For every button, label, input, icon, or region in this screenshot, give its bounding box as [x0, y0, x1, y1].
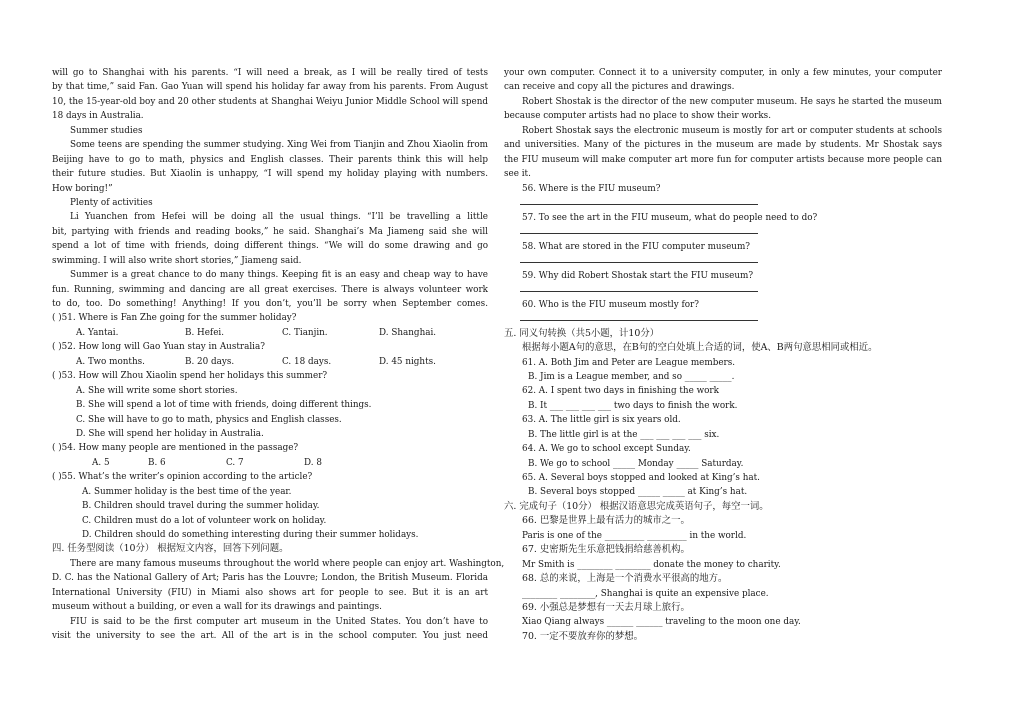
- text-line: International University (FIU) in Miami also shows art for people to see. But it is an art: [52, 587, 488, 598]
- text-line: museum without a building, or even a wall for its drawings and paintings.: [52, 602, 382, 613]
- section-heading: 四. 任务型阅读（10分） 根据短文内容，回答下列问题。: [52, 543, 289, 555]
- section-heading: 五. 同义句转换（共5小题，计10分）: [504, 327, 660, 339]
- option: A. Two months.: [76, 356, 145, 367]
- question-62-a: 62. A. I spent two days in finishing the work: [522, 386, 719, 397]
- option: C. 7: [226, 457, 244, 468]
- question-52: ( )52. How long will Gao Yuan stay in Australia?: [52, 342, 265, 353]
- answer-line: [504, 283, 942, 298]
- question-67-prompt: 67. 史密斯先生乐意把钱捐给慈善机构。: [522, 544, 690, 556]
- question-70-prompt: 70. 一定不要放弃你的梦想。: [522, 630, 644, 642]
- option: C. Children must do a lot of volunteer work on holiday.: [82, 515, 327, 526]
- section-heading: 六. 完成句子（10分） 根据汉语意思完成英语句子，每空一词。: [504, 500, 769, 512]
- text-line: How boring!”: [52, 183, 113, 194]
- text-line: swimming. I will also write short stories,” Jiameng said.: [52, 255, 302, 266]
- text-line: spend a lot of time with friends, doing different things. “We will do some drawing and go: [52, 241, 488, 252]
- question-67-sentence: Mr Smith is ________ ________ donate the money to charity.: [522, 559, 781, 570]
- question-57: 57. To see the art in the FIU museum, what do people need to do?: [522, 212, 818, 223]
- text-line: There are many famous museums throughout the world where people can enjoy art. Washington,: [70, 558, 505, 569]
- text-line: your own computer. Connect it to a university computer, in only a few minutes, your computer: [504, 68, 942, 78]
- option: D. She will spend her holiday in Australia.: [76, 428, 264, 439]
- question-58: 58. What are stored in the FIU computer museum?: [522, 241, 751, 252]
- text-line: Li Yuanchen from Hefei will be doing all the usual things. “I’ll be travelling a little: [70, 212, 488, 223]
- question-60: 60. Who is the FIU museum mostly for?: [522, 299, 699, 310]
- option: A. 5: [92, 457, 110, 468]
- option: B. Children should travel during the summer holiday.: [82, 501, 320, 512]
- option: B. Hefei.: [185, 327, 225, 338]
- option: C. Tianjin.: [282, 327, 328, 338]
- question-68-prompt: 68. 总的来说，上海是一个消费水平很高的地方。: [522, 573, 728, 585]
- option: C. 18 days.: [282, 356, 332, 367]
- question-69-sentence: Xiao Qiang always ______ ______ traveling to the moon one day.: [522, 617, 801, 628]
- option: A. Yantai.: [76, 327, 119, 338]
- text-line: because computer artists had no place to show their works.: [504, 111, 771, 122]
- question-68-sentence: ________ ________, Shanghai is quite an expensive place.: [522, 588, 769, 599]
- text-line: Robert Shostak says the electronic museum is mostly for art or computer students at schools: [522, 125, 942, 136]
- text-line: can receive and copy all the pictures and drawings.: [504, 82, 735, 93]
- question-66-prompt: 66. 巴黎是世界上最有活力的城市之一。: [522, 515, 690, 527]
- question-64-b: B. We go to school _____ Monday _____ Saturday.: [528, 458, 744, 469]
- option: C. She will have to go to math, physics and English classes.: [76, 414, 342, 425]
- text-line: the FIU museum will make computer art more fun for computer artists because more people can: [504, 154, 942, 165]
- question-56: 56. Where is the FIU museum?: [522, 183, 661, 194]
- text-line: FIU is said to be the first computer art museum in the United States. You don’t have to: [70, 616, 488, 627]
- section-subheading: Plenty of activities: [70, 197, 153, 208]
- option: D. Children should do something interesting during their summer holidays.: [82, 530, 419, 540]
- text-line: see it.: [504, 169, 531, 180]
- text-line: Some teens are spending the summer studying. Xing Wei from Tianjin and Zhou Xiaolin from: [70, 140, 488, 151]
- text-line: fun. Running, swimming and dancing are all great exercises. There is always volunteer work: [52, 284, 488, 295]
- text-line: 10, the 15-year-old boy and 20 other students at Shanghai Weiyu Junior Middle School will spend: [52, 96, 488, 107]
- text-line: visit the university to see the art. All of the art is in the school computer. You just need: [52, 631, 488, 642]
- question-52-options: [52, 355, 488, 369]
- question-69-prompt: 69. 小强总是梦想有一天去月球上旅行。: [522, 601, 690, 613]
- question-65-b: B. Several boys stopped _____ _____ at King’s hat.: [528, 487, 748, 498]
- option: B. 20 days.: [185, 356, 235, 367]
- text-line: and universities. Many of the pictures in the museum are made by students. Mr Shostak says: [504, 140, 942, 151]
- question-62-b: B. It ___ ___ ___ ___ two days to finish the work.: [528, 400, 738, 411]
- text-line: their future studies. But Xiaolin is unhappy, “I will spend my holiday playing with numbers.: [52, 169, 488, 180]
- question-59: 59. Why did Robert Shostak start the FIU museum?: [522, 270, 754, 281]
- question-53: ( )53. How will Zhou Xiaolin spend her holidays this summer?: [52, 371, 328, 382]
- section-subheading: Summer studies: [70, 125, 143, 136]
- text-line: will go to Shanghai with his parents. “I will need a break, as I will be really tired of tests: [52, 68, 488, 78]
- answer-line: [504, 312, 942, 327]
- answer-line: [504, 196, 942, 211]
- question-61-b: B. Jim is a League member, and so _____ _____.: [528, 371, 735, 382]
- question-66-sentence: Paris is one of the _________ _________ in the world.: [522, 530, 747, 541]
- text-line: Beijing have to go to math, physics and English classes. Their parents think this will help: [52, 154, 488, 165]
- question-64-a: 64. A. We go to school except Sunday.: [522, 444, 691, 455]
- option: A. Summer holiday is the best time of the year.: [82, 486, 292, 497]
- option: A. She will write some short stories.: [76, 385, 238, 396]
- question-54: ( )54. How many people are mentioned in the passage?: [52, 443, 299, 454]
- question-54-options: [52, 456, 488, 470]
- text-line: D. C. has the National Gallery of Art; Paris has the Louvre; London, the British Museum. Florida: [52, 573, 488, 584]
- text-line: 18 days in Australia.: [52, 111, 144, 122]
- text-line: Robert Shostak is the director of the new computer museum. He says he started the museum: [522, 96, 942, 107]
- option: D. Shanghai.: [379, 327, 437, 338]
- answer-line: [504, 254, 942, 269]
- question-51-options: [52, 326, 488, 340]
- text-line: by that time,” said Fan. Gao Yuan will spend his holiday far away from his parents. From August: [52, 82, 488, 93]
- left-column: [52, 66, 505, 644]
- question-65-a: 65. A. Several boys stopped and looked at King’s hat.: [522, 473, 760, 484]
- section-instructions: 根据每小题A句的意思，在B句的空白处填上合适的词，使A、B两句意思相同或相近。: [522, 342, 878, 354]
- question-63-b: B. The little girl is at the ___ ___ ___ ___ six.: [528, 429, 720, 440]
- option: D. 45 nights.: [379, 356, 436, 367]
- option: D. 8: [304, 457, 322, 468]
- text-line: Summer is a great chance to do many things. Keeping fit is an easy and cheap way to have: [70, 270, 488, 281]
- text-line: to do, too. Do something! Anything! If you don’t, you’ll be sorry when September comes.: [52, 299, 488, 309]
- question-61-a: 61. A. Both Jim and Peter are League members.: [522, 357, 736, 368]
- text-line: bit, partying with friends and reading books,” he said. Shanghai’s Ma Jiameng said she will: [52, 226, 488, 237]
- question-55: ( )55. What’s the writer’s opinion according to the article?: [52, 472, 313, 483]
- answer-line: [504, 225, 942, 240]
- question-63-a: 63. A. The little girl is six years old.: [522, 415, 681, 426]
- option: B. 6: [148, 457, 166, 468]
- option: B. She will spend a lot of time with friends, doing different things.: [76, 400, 372, 411]
- question-51: ( )51. Where is Fan Zhe going for the summer holiday?: [52, 313, 297, 324]
- right-column: [504, 66, 942, 644]
